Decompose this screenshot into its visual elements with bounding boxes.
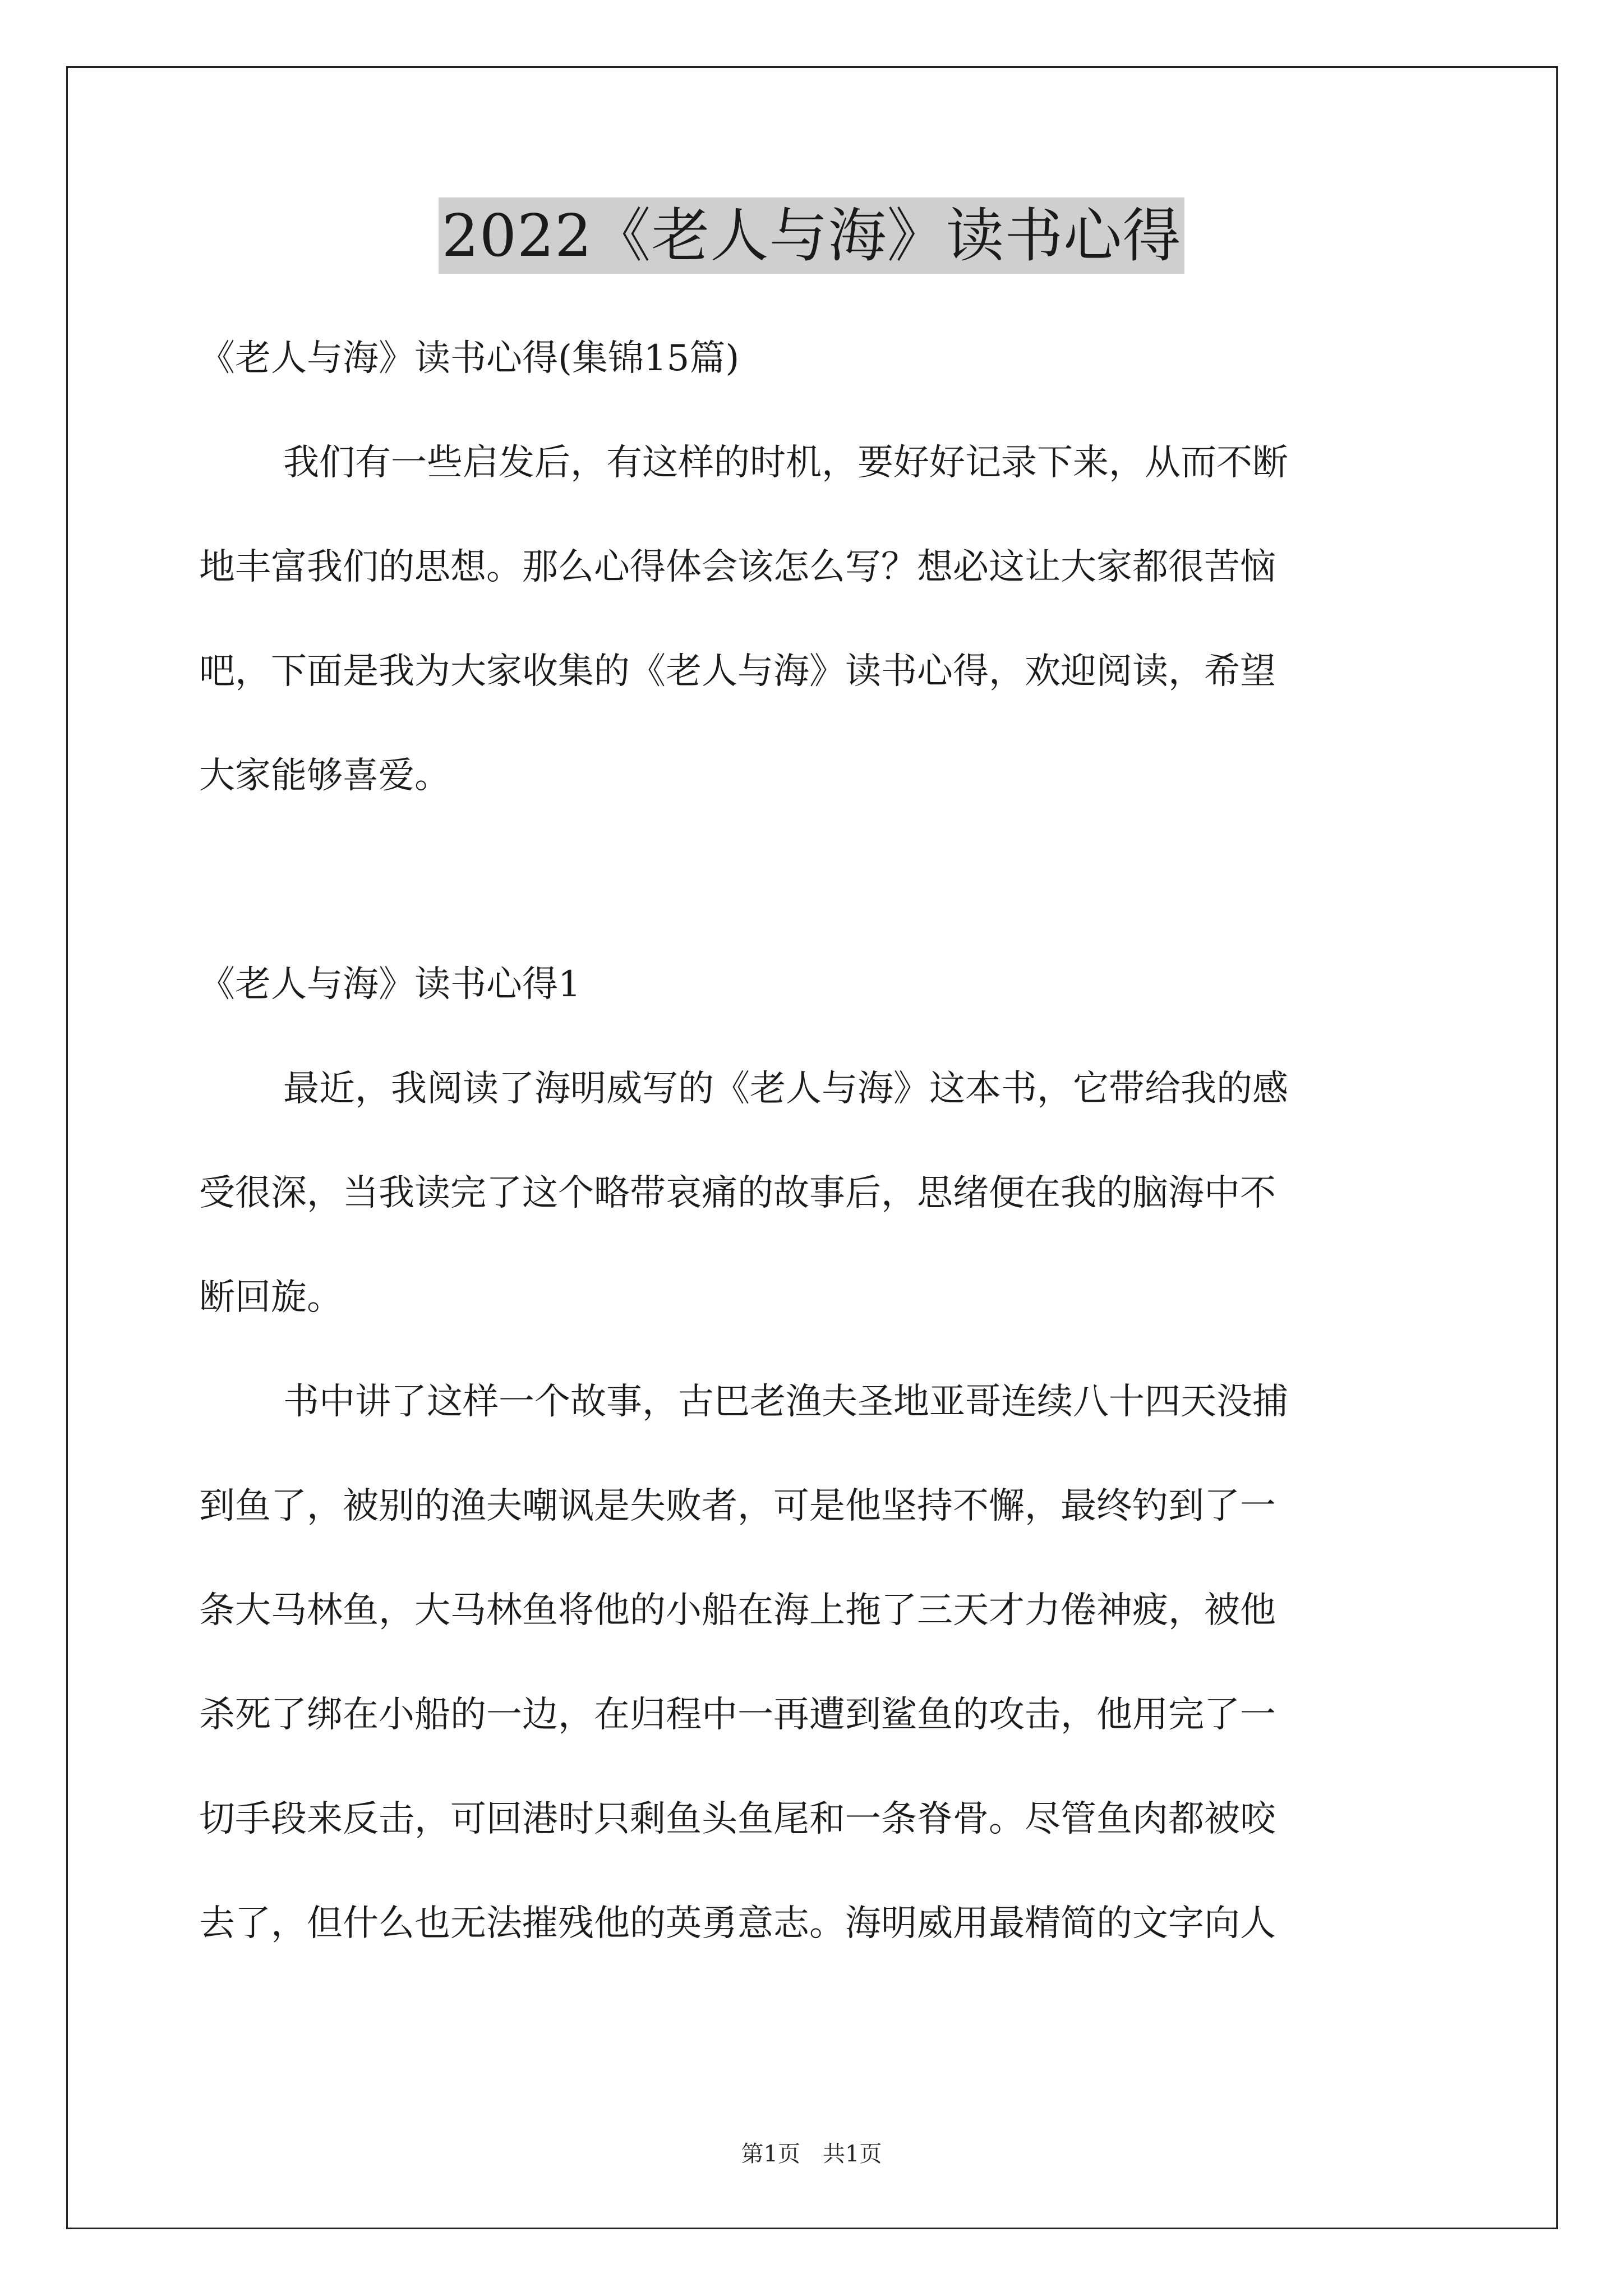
paragraph-line: 到鱼了，被别的渔夫嘲讽是失败者，可是他坚持不懈，最终钓到了一	[199, 1485, 1276, 1527]
paragraph-line: 最近，我阅读了海明威写的《老人与海》这本书，它带给我的感	[283, 1068, 1288, 1110]
document-subtitle: 《老人与海》读书心得(集锦15篇)	[199, 338, 740, 379]
section-heading: 《老人与海》读书心得1	[199, 964, 581, 1005]
page-footer: 第1页 共1页	[741, 2141, 882, 2167]
document-title: 2022《老人与海》读书心得	[439, 197, 1185, 274]
intro-line: 吧，下面是我为大家收集的《老人与海》读书心得，欢迎阅读，希望	[199, 651, 1276, 692]
intro-line: 大家能够喜爱。	[199, 755, 450, 797]
paragraph-line: 受很深，当我读完了这个略带哀痛的故事后，思绪便在我的脑海中不	[199, 1172, 1276, 1214]
paragraph-spacer	[199, 828, 1427, 932]
paragraph-line: 书中讲了这样一个故事，古巴老渔夫圣地亚哥连续八十四天没捕	[283, 1381, 1288, 1423]
paragraph-line: 切手段来反击，可回港时只剩鱼头鱼尾和一条脊骨。尽管鱼肉都被咬	[199, 1798, 1276, 1840]
paragraph-line: 条大马林鱼，大马林鱼将他的小船在海上拖了三天才力倦神疲，被他	[199, 1590, 1276, 1631]
intro-line: 地丰富我们的思想。那么心得体会该怎么写？想必这让大家都很苦恼	[199, 546, 1276, 588]
paragraph-line: 去了，但什么也无法摧残他的英勇意志。海明威用最精简的文字向人	[199, 1903, 1276, 1944]
document-body	[199, 306, 1427, 1976]
paragraph-line: 断回旋。	[199, 1277, 343, 1318]
paragraph-line: 杀死了绑在小船的一边，在归程中一再遭到鲨鱼的攻击，他用完了一	[199, 1694, 1276, 1736]
title-container	[0, 197, 1623, 274]
intro-line: 我们有一些启发后，有这样的时机，要好好记录下来，从而不断	[283, 442, 1288, 484]
